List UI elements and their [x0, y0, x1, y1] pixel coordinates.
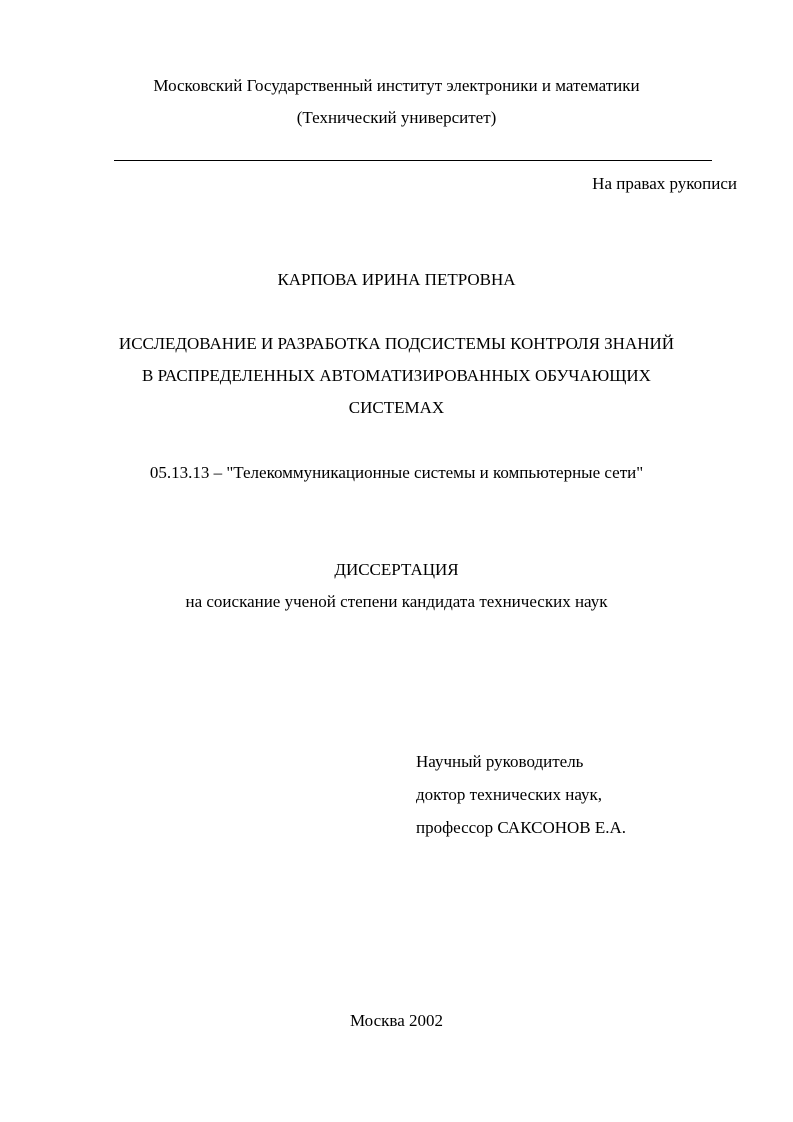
document-type: ДИССЕРТАЦИЯ [334, 560, 459, 579]
supervisor-degree: доктор технических наук, [416, 785, 603, 804]
author-name: КАРПОВА ИРИНА ПЕТРОВНА [277, 270, 516, 289]
title-line: СИСТЕМАХ [348, 398, 445, 417]
degree-purpose: на соискание ученой степени кандидата технических наук [185, 592, 608, 611]
city-year: Москва 2002 [349, 1011, 444, 1030]
title-line: ИССЛЕДОВАНИЕ И РАЗРАБОТКА ПОДСИСТЕМЫ КОНТРОЛЯ ЗНАНИЙ [118, 334, 675, 353]
title-line: В РАСПРЕДЕЛЕННЫХ АВТОМАТИЗИРОВАННЫХ ОБУЧАЮЩИХ [142, 366, 651, 385]
manuscript-rights-note: На правах рукописи [592, 174, 737, 193]
specialty-code: 05.13.13 – "Телекоммуникационные системы и компьютерные сети" [149, 463, 644, 482]
supervisor-name: профессор САКСОНОВ Е.А. [416, 818, 627, 837]
institution-name: Московский Государственный институт электроники и математики [153, 76, 640, 95]
header-divider [114, 160, 712, 161]
supervisor-role: Научный руководитель [416, 752, 584, 771]
institution-subtitle: (Технический университет) [296, 108, 497, 127]
